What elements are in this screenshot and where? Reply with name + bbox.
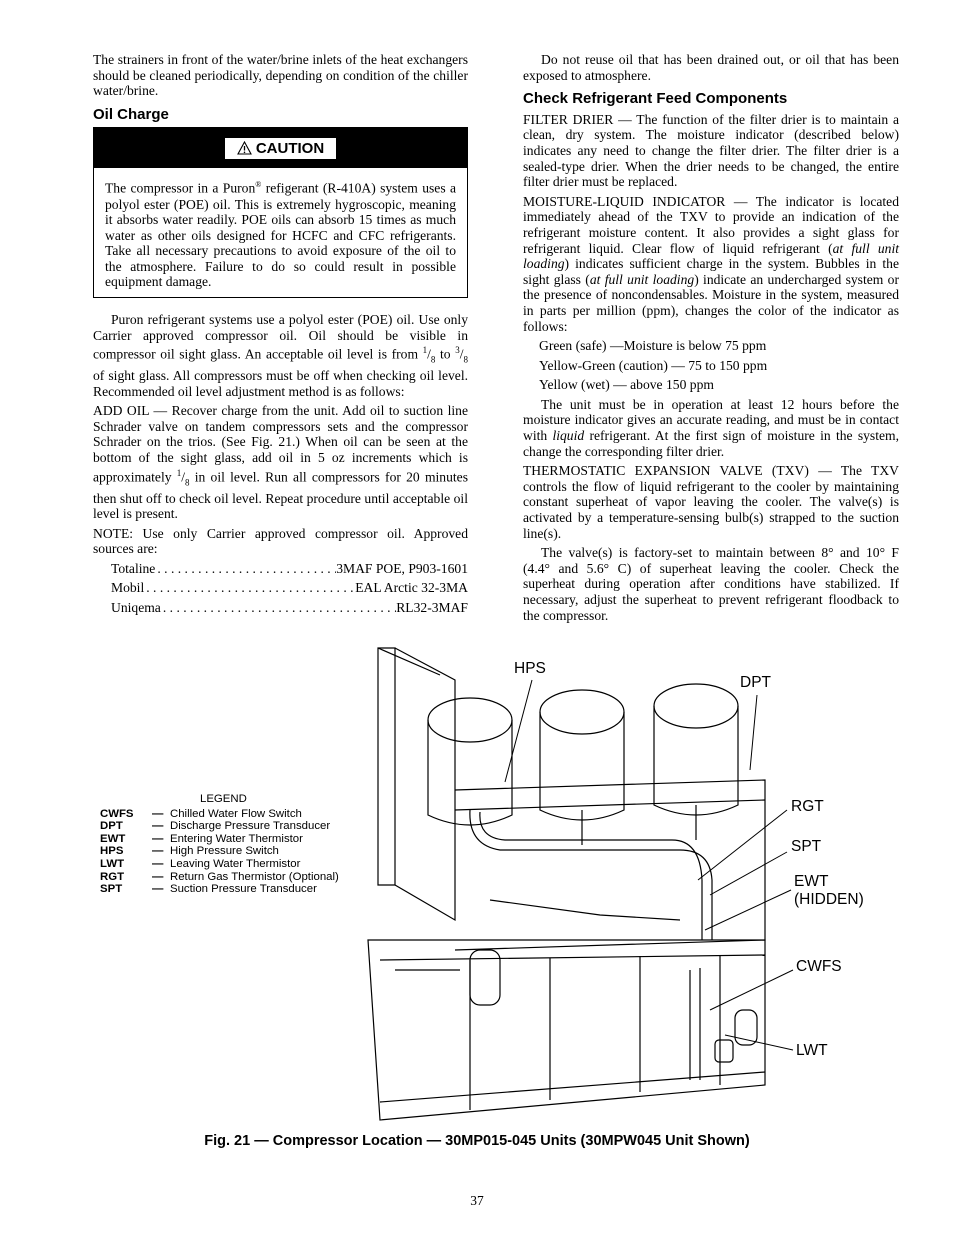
text-run: ADD OIL — Recover charge from the unit. Add oil to suction line Schrader valve on tandem compressors sets and the compressor Schrader on the trios. (See Fig. 21.) When oil can be seen at the bottom of the sight glass, add oil in 5 oz increments which is approximately [93, 403, 468, 485]
fraction-numerator: 1 [176, 467, 182, 478]
indicator-color-item: Yellow-Green (caution) — 75 to 150 ppm [539, 357, 768, 373]
text-run: to [435, 346, 456, 362]
legend-row [100, 871, 339, 884]
label-spt: SPT [791, 838, 822, 855]
filter-drier-paragraph: FILTER DRIER — The function of the filter drier is to maintain a clean, dry system. The moisture indicator (described below) indicates any need to change the filter drier. The filter drier is a sealed-type drier. When the drier needs to be changed, the entire filter drier must be replaced. [523, 111, 899, 190]
legend-abbr: HPS [100, 845, 124, 858]
legend-abbr: RGT [100, 870, 125, 883]
legend-desc: Chilled Water Flow Switch [170, 807, 302, 820]
legend-desc: Return Gas Thermistor (Optional) [170, 870, 339, 883]
indicator-color-item: Green (safe) —Moisture is below 75 ppm [539, 338, 767, 354]
leader-spt [710, 852, 787, 895]
compressor-1 [428, 698, 512, 825]
legend-row [100, 833, 339, 846]
legend-dash: — [152, 807, 164, 820]
legend-desc: Entering Water Thermistor [170, 832, 303, 845]
warning-triangle-icon [237, 141, 252, 155]
legend-dash: — [152, 832, 164, 845]
caution-label-text: CAUTION [255, 139, 325, 157]
compressor-2 [540, 690, 624, 820]
discharge-pipe [470, 810, 712, 940]
txv-paragraph: THERMOSTATIC EXPANSION VALVE (TXV) — The TXV controls the flow of liquid refrigerant to the cooler by maintaining constant superheat of vapor leaving the cooler. The valve(s) is activated by a temperature-sensing bulb(s) strapped to the suction line(s). [523, 463, 899, 541]
page-number: 37 [470, 1193, 484, 1208]
leader-hps [505, 680, 532, 782]
leader-dots [144, 580, 355, 596]
legend-row [100, 820, 339, 833]
leader-rgt [698, 810, 787, 880]
legend-dash: — [152, 820, 164, 833]
fraction-numerator: 1 [422, 345, 428, 356]
oil-source-name: Totaline [111, 560, 156, 576]
legend-row [100, 858, 339, 871]
unit-operation-paragraph [523, 397, 899, 459]
legend-abbr: CWFS [100, 807, 134, 820]
label-lwt: LWT [796, 1042, 828, 1059]
label-dpt: DPT [740, 674, 771, 691]
italic-run: liquid [552, 428, 585, 444]
legend-row [100, 883, 339, 896]
legend-abbr: DPT [100, 820, 123, 833]
text-run: refrigerant. At the first sign of moisture in the system, change the corresponding filter drier. [523, 428, 899, 459]
oil-source-value: EAL Arctic 32-3MA [355, 580, 468, 596]
fraction-denominator: 8 [463, 354, 469, 365]
oil-source-row [93, 580, 468, 596]
oil-source-value: RL32-3MAF [396, 600, 468, 616]
text-run: in oil level. Run all compressors for 20 minutes then shut off to check oil level. Repeat procedure until acceptable oil level is present. [93, 469, 468, 522]
oil-source-value: 3MAF POE, P903-1601 [336, 560, 468, 576]
legend-abbr: LWT [100, 857, 125, 870]
strainers-paragraph: The strainers in front of the water/brine inlets of the heat exchangers should be cleaned periodically, depending on condition of the chiller water/brine. [93, 52, 468, 99]
fraction-denominator: 8 [430, 354, 436, 365]
side-panel [378, 648, 395, 885]
caution-box [93, 127, 468, 298]
italic-run: at full unit loading [589, 271, 695, 287]
leader-cwfs [710, 970, 793, 1010]
leader-dots [155, 561, 336, 577]
legend-abbr: EWT [100, 832, 126, 845]
caution-text [94, 168, 467, 297]
add-oil-paragraph: ADD OIL — Recover charge from the unit. Add oil to suction line Schrader valve on tandem compressors sets and the compressor Schrader on the trios. (See Fig. 21.) When oil can be seen at the bottom of the sight glass, add oil in 5 oz increments which is approximately $^1/_8$ in oil level. Run all compressors for 20 minutes then shut off to check oil level. Repeat procedure until acceptable oil level is present. [93, 403, 468, 522]
caution-label [225, 138, 336, 160]
legend-desc: Leaving Water Thermistor [170, 857, 301, 870]
puron-paragraph: Puron refrigerant systems use a polyol ester (POE) oil. Use only Carrier approved compressor oil. Oil should be visible in compressor oil sight glass. An acceptable oil level is from $^1/_8$ to $^3/_8$ of sight glass. All compressors must be off when checking oil level. Recommended oil level adjustment method is as follows: [93, 312, 469, 399]
leader-lwt [725, 1035, 793, 1050]
label-ewt-text: EWT [794, 873, 829, 890]
legend-desc: High Pressure Switch [170, 845, 279, 858]
figure-caption: Fig. 21 — Compressor Location — 30MP015-045 Units (30MPW045 Unit Shown) [204, 1133, 750, 1149]
label-ewt [794, 873, 864, 909]
text-run: Puron refrigerant systems use a polyol ester (POE) oil. Use only Carrier approved compressor oil. Oil should be visible in compressor oil sight glass. An acceptable oil level is from [93, 312, 468, 362]
leader-ewt [705, 890, 791, 930]
frame-base [368, 940, 765, 1120]
check-refrigerant-heading: Check Refrigerant Feed Components [523, 90, 788, 108]
legend-abbr: SPT [100, 883, 123, 896]
text-run: of sight glass. All compressors must be off when checking oil level. Recommended oil level adjustment method is as follows: [93, 368, 468, 399]
legend-title: LEGEND [200, 793, 247, 805]
caution-text-part: refigerant (R-410A) system uses a polyol ester (POE) oil. This is extremely hygroscopic, meaning it absorbs water readily. POE oils can absorb 15 times as much water as other oils designed for HCFC and CFC refrigerants. Take all necessary precautions to avoid exposure of the oil to the atmosphere. Failure to do so could result in possible equipment damage. [105, 180, 456, 290]
suction-pipe [490, 900, 680, 920]
right-column [523, 52, 899, 627]
text-run: ) indicate an undercharged system or the presence of noncondensables. Moisture in the system, measured in parts per million (ppm), changes the color of the indicator as follows: [523, 271, 900, 334]
oil-source-row [93, 561, 468, 577]
registered-mark: ® [255, 180, 262, 190]
legend-dash: — [152, 883, 164, 896]
reuse-oil-paragraph: Do not reuse oil that has been drained out, or oil that has been exposed to atmosphere. [523, 52, 899, 83]
italic-run: at full unit loading [523, 240, 900, 272]
text-run: MOISTURE-LIQUID INDICATOR — The indicator is located immediately ahead of the TXV to provide an indication of the refrigerant moisture content. It also provides a sight glass for refrigerant liquid. Clear flow of liquid refrigerant ( [523, 193, 899, 256]
caution-text-part: The compressor in a Puron [105, 180, 256, 196]
valve-set-paragraph: The valve(s) is factory-set to maintain between 8° and 10° F (4.4° and 5.6° C) of superheat leaving the cooler. Check the superheat during operation after conditions have stabilized. If necessary, adjust the superheat to prevent refrigerant floodback to the compressor. [523, 545, 899, 623]
leader-dots [161, 600, 396, 616]
oil-source-row [93, 600, 468, 616]
legend-dash: — [152, 870, 164, 883]
legend-dash: — [152, 845, 164, 858]
left-column [93, 52, 468, 620]
caution-header [94, 128, 467, 168]
label-rgt: RGT [791, 798, 824, 815]
figure-legend [100, 793, 339, 896]
indicator-color-list [523, 338, 899, 393]
text-run: The unit must be in operation at least 12 hours before the moisture indicator gives an accurate reading, and must be in contact with [523, 396, 899, 444]
indicator-color-item: Yellow (wet) — above 150 ppm [539, 377, 714, 393]
label-hps: HPS [514, 660, 546, 677]
moisture-indicator-paragraph [523, 194, 899, 334]
side-panel-face [395, 648, 455, 920]
oil-charge-heading: Oil Charge [93, 105, 169, 123]
legend-row [100, 808, 339, 821]
label-cwfs: CWFS [796, 958, 842, 975]
leader-dpt [750, 695, 757, 770]
label-ewt-hidden: (HIDDEN) [794, 891, 864, 908]
legend-desc: Discharge Pressure Transducer [170, 820, 331, 833]
legend-row [100, 845, 339, 858]
note-paragraph: NOTE: Use only Carrier approved compressor oil. Approved sources are: [93, 525, 468, 557]
compressor-3 [654, 684, 738, 815]
legend-dash: — [152, 857, 164, 870]
legend-desc: Suction Pressure Transducer [170, 883, 317, 896]
fraction-denominator: 8 [185, 476, 190, 487]
fraction-numerator: 3 [455, 345, 460, 356]
oil-source-name: Mobil [111, 580, 145, 596]
oil-source-name: Uniqema [111, 600, 161, 616]
text-run: ) indicates sufficient charge in the system. Bubbles in the sight glass ( [523, 256, 899, 287]
